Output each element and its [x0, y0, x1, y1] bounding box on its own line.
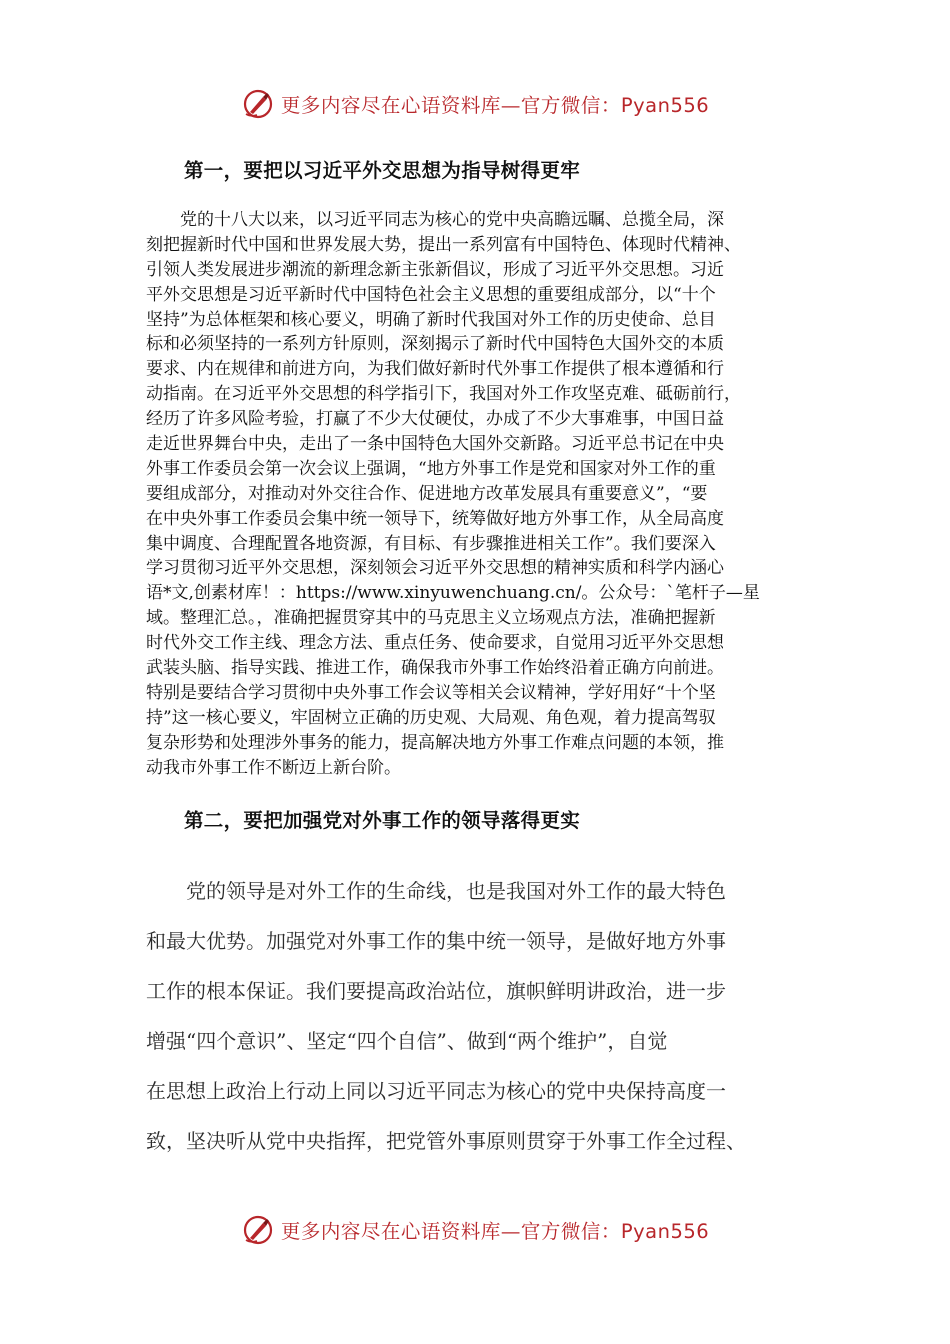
paragraph-line: 和最大优势。加强党对外事工作的集中统一领导，是做好地方外事 — [146, 929, 726, 953]
paragraph-line: 引领人类发展进步潮流的新理念新主张新倡议，形成了习近平外交思想。习近 — [146, 259, 724, 280]
paragraph-line: 武装头脑、指导实践、推进工作，确保我市外事工作始终沿着正确方向前进。 — [146, 658, 724, 679]
paragraph-line: 外事工作委员会第一次会议上强调，“地方外事工作是党和国家对外工作的重 — [146, 458, 716, 479]
paragraph-line: 致，坚决听从党中央指挥，把党管外事原则贯穿于外事工作全过程、 — [146, 1129, 746, 1153]
paragraph-line: 经历了许多风险考验，打赢了不少大仗硬仗，办成了不少大事难事，中国日益 — [146, 409, 724, 430]
wechat-id: Pyan556 — [620, 1220, 710, 1243]
paragraph-line: 党的十八大以来，以习近平同志为核心的党中央高瞻远瞩、总揽全局，深 — [146, 210, 724, 230]
pen-circle-logo-icon — [241, 1213, 275, 1247]
paragraph-line: 平外交思想是习近平新时代中国特色社会主义思想的重要组成部分，以“十个 — [146, 284, 716, 305]
paragraph-line: 域。整理汇总。，准确把握贯穿其中的马克思主义立场观点方法，准确把握新 — [146, 608, 716, 629]
paragraph-line: 语*文,创素材库！：https://www.xinyuwenchuang.cn/。公众号：`笔杆子—星 — [146, 583, 760, 604]
paragraph-line: 时代外交工作主线、理念方法、重点任务、使命要求，自觉用习近平外交思想 — [146, 633, 724, 654]
paragraph-line: 工作的根本保证。我们要提高政治站位，旗帜鲜明讲政治，进一步 — [146, 979, 726, 1003]
section1-heading: 第一，要把以习近平外交思想为指导树得更牢 — [184, 159, 581, 182]
paragraph-line: 学习贯彻习近平外交思想，深刻领会习近平外交思想的精神实质和科学内涵心 — [146, 558, 724, 579]
banner-text: 更多内容尽在心语资料库—官方微信：Pyan556 — [280, 94, 710, 117]
paragraph-line: 持”这一核心要义，牢固树立正确的历史观、大局观、角色观，着力提高驾驭 — [146, 707, 716, 728]
paragraph-line: 复杂形势和处理涉外事务的能力，提高解决地方外事工作难点问题的本领，推 — [146, 732, 724, 753]
header-banner — [0, 84, 950, 124]
paragraph-line: 标和必须坚持的一系列方针原则，深刻揭示了新时代中国特色大国外交的本质 — [146, 334, 724, 355]
section2-heading: 第二，要把加强党对外事工作的领导落得更实 — [184, 809, 581, 832]
paragraph-line: 特别是要结合学习贯彻中央外事工作会议等相关会议精神，学好用好“十个坚 — [146, 682, 716, 703]
paragraph-line: 动我市外事工作不断迈上新台阶。 — [146, 757, 401, 778]
paragraph-line: 要组成部分，对推动对外交往合作、促进地方改革发展具有重要意义”，“要 — [146, 483, 708, 504]
paragraph-line: 增强“四个意识”、坚定“四个自信”、做到“两个维护”，自觉 — [146, 1029, 668, 1053]
footer-banner — [0, 1210, 950, 1250]
paragraph-line: 集中调度、合理配置各地资源，有目标、有步骤推进相关工作”。我们要深入 — [146, 533, 716, 554]
paragraph-line: 走近世界舞台中央，走出了一条中国特色大国外交新路。习近平总书记在中央 — [146, 434, 724, 455]
section1-body — [146, 208, 808, 780]
paragraph-line: 在思想上政治上行动上同以习近平同志为核心的党中央保持高度一 — [146, 1079, 726, 1103]
wechat-id: Pyan556 — [620, 94, 710, 117]
section2-body — [146, 866, 826, 1166]
paragraph-line: 刻把握新时代中国和世界发展大势，提出一系列富有中国特色、体现时代精神、 — [146, 234, 741, 255]
paragraph-line: 党的领导是对外工作的生命线，也是我国对外工作的最大特色 — [146, 879, 726, 903]
pen-circle-logo-icon — [241, 87, 275, 121]
paragraph-line: 在中央外事工作委员会集中统一领导下，统筹做好地方外事工作，从全局高度 — [146, 508, 724, 529]
paragraph-line: 要求、内在规律和前进方向，为我们做好新时代外事工作提供了根本遵循和行 — [146, 359, 724, 380]
banner-text: 更多内容尽在心语资料库—官方微信：Pyan556 — [280, 1220, 710, 1243]
paragraph-line: 坚持”为总体框架和核心要义，明确了新时代我国对外工作的历史使命、总目 — [146, 309, 716, 330]
paragraph-line: 动指南。在习近平外交思想的科学指引下，我国对外工作攻坚克难、砥砺前行， — [146, 384, 741, 405]
